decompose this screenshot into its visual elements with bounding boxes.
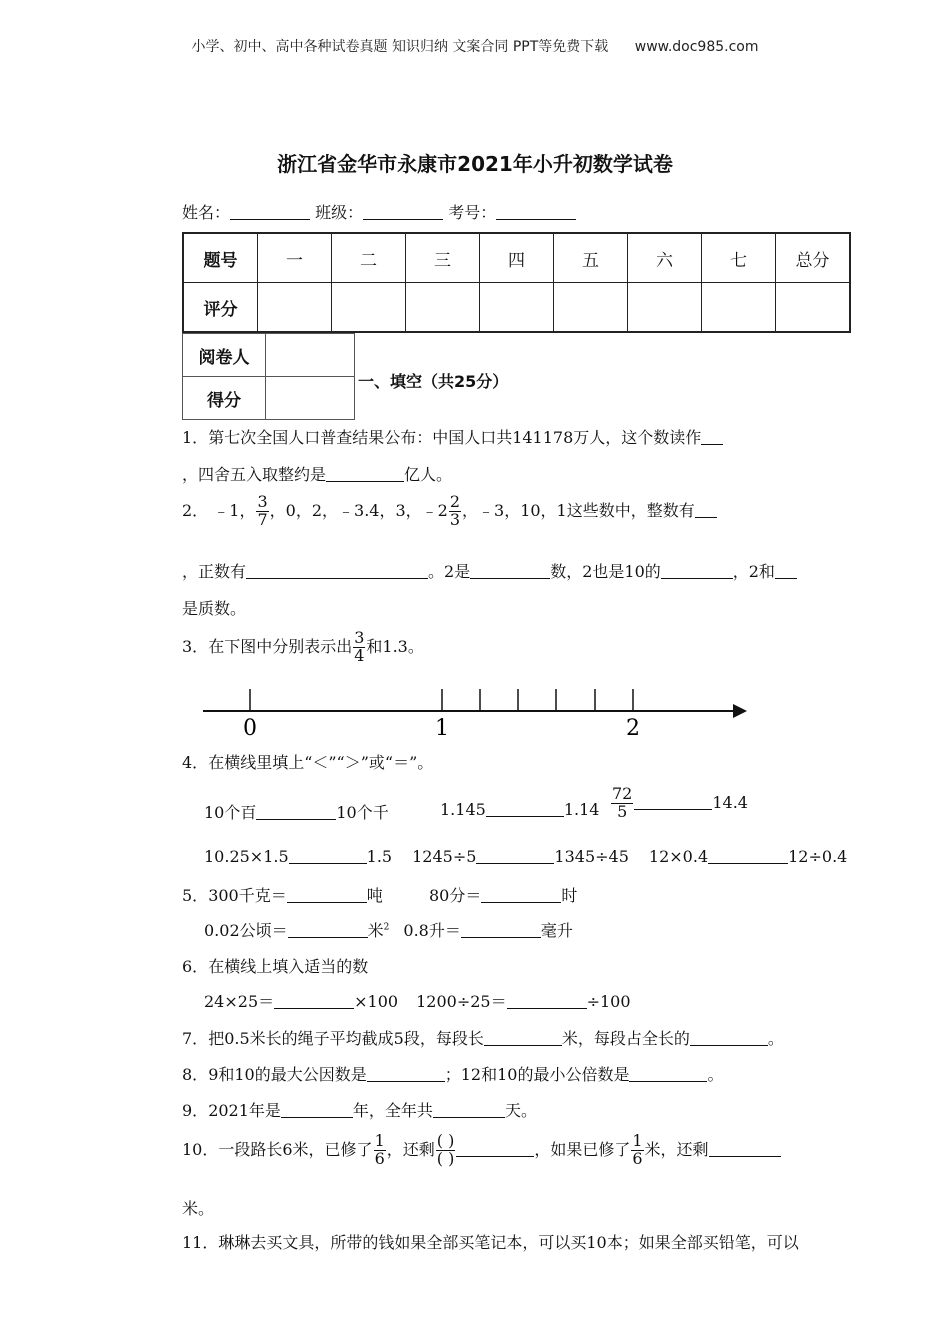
score-col: 七 (702, 233, 776, 283)
q10-fraction-1 (374, 1133, 386, 1168)
q5-blank[interactable] (481, 886, 561, 903)
question-11 (182, 1230, 799, 1253)
q2-blank-2[interactable] (246, 562, 428, 579)
q4-item: 1.14 (563, 800, 600, 819)
q2-blank-1[interactable] (695, 501, 717, 518)
q7-item: 。 (767, 1029, 784, 1048)
q10-blank-2[interactable] (709, 1140, 781, 1157)
q2-text-f: 数，2也是10的 (550, 562, 661, 581)
score-col: 三 (406, 233, 480, 283)
q10-blank-1[interactable] (456, 1140, 534, 1157)
q8-blank[interactable] (629, 1065, 707, 1082)
q8-item: 9和10的最大公因数是 (208, 1065, 367, 1084)
q4-blank[interactable] (476, 847, 554, 864)
q5-blank[interactable] (461, 921, 541, 938)
score-col: 总分 (776, 233, 851, 283)
q10-f2-denominator: 6 (632, 1148, 643, 1168)
question-1-line2 (182, 462, 452, 485)
score-cell[interactable] (702, 283, 776, 333)
q4-text: 在横线里填上“＜”“＞”或“＝”。 (208, 753, 434, 772)
score-value-row (183, 283, 850, 333)
question-5 (182, 883, 383, 906)
q2-f1-numerator: 3 (257, 492, 268, 511)
q10-item: 米，还剩 (644, 1139, 709, 1159)
score-row-label: 评分 (183, 283, 258, 333)
q2-text-e: 。2是 (428, 562, 471, 581)
q10-paren-fraction[interactable] (436, 1133, 456, 1168)
q1-text-3: 亿人。 (404, 465, 453, 484)
q7-blank[interactable] (690, 1029, 768, 1046)
student-info (182, 200, 576, 223)
q1-blank-1[interactable] (701, 428, 723, 445)
q2-f1-denominator: 7 (257, 509, 268, 529)
question-5b (429, 883, 577, 906)
q5-item: 时 (561, 886, 578, 905)
header-site: www.doc985.com (634, 39, 759, 55)
q6-number: 6． (182, 957, 209, 976)
grader-score-cell[interactable] (266, 377, 355, 420)
q9-blank[interactable] (433, 1101, 505, 1118)
question-2 (182, 494, 717, 529)
score-col: 四 (480, 233, 554, 283)
q5-item: 0.02公顷＝ (204, 921, 288, 940)
q4-row-1a (204, 800, 389, 823)
reader-cell[interactable] (266, 334, 355, 377)
q3-denominator: 4 (354, 645, 365, 665)
q1-number: 1． (182, 428, 209, 447)
q2-text-b: ，0，2，﹣3.4，3，﹣2 (269, 500, 448, 520)
section-title: 一、填空（共25分） (358, 372, 509, 391)
tick-label-2: 2 (626, 716, 640, 741)
score-col: 五 (554, 233, 628, 283)
q7-item: 把0.5米长的绳子平均截成5段，每段长 (208, 1029, 484, 1048)
q4-row-2 (204, 847, 847, 866)
name-blank[interactable] (230, 203, 310, 220)
q8-blank[interactable] (367, 1065, 445, 1082)
question-6 (182, 954, 368, 977)
q10-item: 一段路长6米，已修了 (218, 1139, 373, 1159)
q2-number: 2． (182, 500, 209, 520)
q10-paren-denominator: ( ) (436, 1148, 455, 1168)
q4-item: 10个百 (204, 803, 257, 822)
question-9 (182, 1098, 537, 1121)
question-8 (182, 1062, 723, 1085)
grader-table (182, 333, 355, 420)
q4-item: 10个千 (336, 803, 389, 822)
score-cell[interactable] (776, 283, 851, 333)
q2-text-c: ，﹣3，10，1这些数中，整数有 (462, 500, 695, 520)
q1-blank-2[interactable] (326, 465, 404, 482)
score-cell[interactable] (554, 283, 628, 333)
q4-blank[interactable] (634, 793, 712, 810)
q8-number: 8． (182, 1065, 209, 1084)
q4-blank[interactable] (486, 800, 564, 817)
q6-item: 1200÷25＝ (416, 992, 507, 1011)
class-blank[interactable] (363, 203, 443, 220)
reader-label: 阅卷人 (183, 334, 266, 377)
score-header-row (183, 233, 850, 283)
q4-row-1c (610, 786, 748, 821)
q9-number: 9． (182, 1101, 209, 1120)
q4-row-1b (440, 800, 599, 819)
q6-text: 在横线上填入适当的数 (208, 957, 369, 976)
q7-item: 米，每段占全长的 (561, 1029, 690, 1048)
q10-item: ，还剩 (386, 1139, 435, 1159)
score-table (182, 232, 851, 333)
q6-blank[interactable] (274, 992, 354, 1009)
q4-numerator: 72 (612, 784, 633, 803)
q5-item: 80分＝ (429, 886, 482, 905)
score-col: 六 (628, 233, 702, 283)
grader-score-label: 得分 (183, 377, 266, 420)
q4-blank[interactable] (708, 847, 788, 864)
score-col: 二 (332, 233, 406, 283)
q1-text: 第七次全国人口普查结果公布：中国人口共141178万人，这个数读作 (208, 428, 702, 447)
q5-item: 毫升 (540, 921, 573, 940)
score-header-label: 题号 (183, 233, 258, 283)
q4-item: 12×0.4 (648, 847, 709, 866)
q8-item: 。 (707, 1065, 724, 1084)
q6-blank[interactable] (507, 992, 587, 1009)
q3-number: 3． (182, 636, 209, 656)
q9-blank[interactable] (281, 1101, 353, 1118)
question-7 (182, 1026, 784, 1049)
q11-number: 11． (182, 1233, 219, 1252)
q7-blank[interactable] (484, 1029, 562, 1046)
q6-item: 24×25＝ (204, 992, 275, 1011)
q9-item: 2021年是 (208, 1101, 281, 1120)
q4-fraction (611, 786, 633, 821)
score-cell[interactable] (480, 283, 554, 333)
question-5-line2 (204, 918, 573, 941)
exam-no-blank[interactable] (496, 203, 576, 220)
question-2-line3: 是质数。 (182, 599, 247, 618)
exam-title: 浙江省金华市永康市2021年小升初数学试卷 (277, 152, 673, 176)
question-10-line2: 米。 (182, 1199, 215, 1218)
q4-denominator: 5 (617, 801, 628, 821)
q3-fraction (353, 630, 365, 665)
q4-number: 4． (182, 753, 209, 772)
q11-text: 琳琳去买文具，所带的钱如果全部买笔记本，可以买10本；如果全部买铅笔，可以 (218, 1233, 799, 1252)
score-cell[interactable] (406, 283, 480, 333)
question-2-line2 (182, 559, 797, 582)
question-3 (182, 630, 424, 665)
name-label: 姓名： (182, 203, 231, 222)
q1-text-2: ，四舍五入取整约是 (182, 465, 327, 484)
score-col: 一 (258, 233, 332, 283)
q7-number: 7． (182, 1029, 209, 1048)
q2-blank-4[interactable] (661, 562, 733, 579)
q10-f1-numerator: 1 (374, 1131, 385, 1150)
q3-text-a: 在下图中分别表示出 (208, 636, 353, 656)
q5-item: 0.8升＝ (403, 921, 461, 940)
q10-f1-denominator: 6 (374, 1148, 385, 1168)
question-10 (182, 1133, 781, 1168)
q9-item: 天。 (504, 1101, 537, 1120)
class-label: 班级： (315, 203, 364, 222)
q4-item: 1.145 (440, 800, 486, 819)
tick-label-0: 0 (243, 716, 257, 741)
q4-item: 14.4 (712, 792, 748, 812)
q4-item: 10.25×1.5 (204, 847, 289, 866)
page-header (0, 36, 950, 56)
exam-no-label: 考号： (448, 203, 497, 222)
score-cell[interactable] (332, 283, 406, 333)
score-cell[interactable] (628, 283, 702, 333)
question-6-line2 (204, 989, 631, 1012)
q2-blank-5[interactable] (775, 562, 797, 579)
q2-text-g: ，2和 (732, 562, 775, 581)
question-4 (182, 750, 433, 773)
question-1 (182, 425, 723, 448)
q10-number: 10． (182, 1139, 219, 1159)
q2-text-d: ，正数有 (182, 562, 247, 581)
q8-item: ；12和10的最小公倍数是 (444, 1065, 630, 1084)
q5-item: 300千克＝ (208, 886, 287, 905)
q5-blank[interactable] (288, 921, 368, 938)
number-line (195, 680, 755, 742)
q4-blank[interactable] (289, 847, 367, 864)
q4-item: 1.5 (366, 847, 393, 866)
q2-fraction-1 (256, 494, 268, 529)
q4-blank[interactable] (256, 803, 336, 820)
q4-item: 1345÷45 (554, 847, 629, 866)
q3-text-b: 和1.3。 (366, 636, 424, 656)
q10-f2-numerator: 1 (632, 1131, 643, 1150)
tick-label-1: 1 (435, 716, 449, 741)
q5-blank[interactable] (287, 886, 367, 903)
header-text: 小学、初中、高中各种试卷真题 知识归纳 文案合同 PPT等免费下载 (191, 39, 609, 55)
q5-superscript: 2 (383, 922, 390, 933)
q5-item: 吨 (366, 886, 383, 905)
q2-f2-denominator: 3 (449, 509, 461, 529)
number-line-arrow (733, 704, 747, 718)
q6-item: ×100 (354, 992, 399, 1011)
score-cell[interactable] (258, 283, 332, 333)
q2-f2-numerator: 2 (449, 492, 461, 511)
q10-item: ，如果已修了 (534, 1139, 631, 1159)
q4-item: 1245÷5 (412, 847, 477, 866)
q5-number: 5． (182, 886, 209, 905)
q5-item: 米 (367, 921, 384, 940)
q2-fraction-2 (449, 494, 461, 529)
q9-item: 年，全年共 (352, 1101, 433, 1120)
q2-text-a: ﹣1， (213, 500, 256, 520)
q4-item: 12÷0.4 (788, 847, 848, 866)
q2-blank-3[interactable] (470, 562, 550, 579)
q6-item: ÷100 (586, 992, 631, 1011)
q10-paren-numerator: ( ) (436, 1131, 455, 1150)
q3-numerator: 3 (354, 628, 365, 647)
q10-fraction-2 (631, 1133, 643, 1168)
